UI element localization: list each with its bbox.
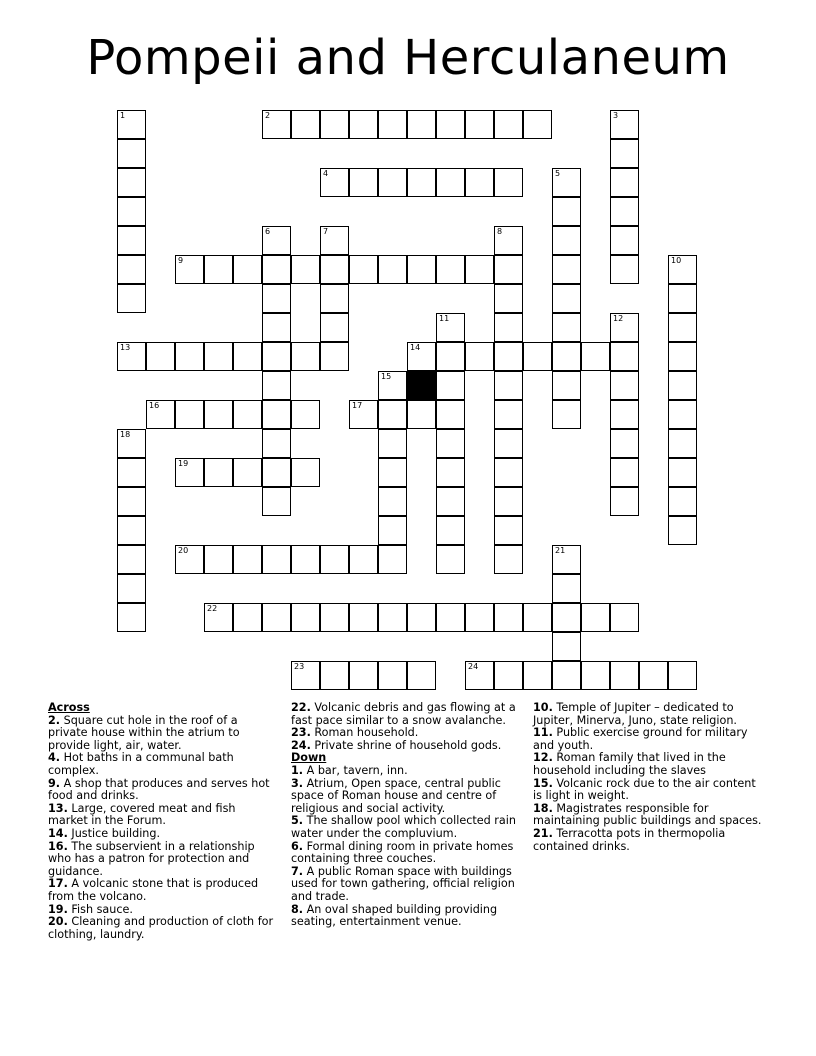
grid-cell[interactable]	[610, 400, 639, 429]
grid-cell[interactable]	[494, 255, 523, 284]
grid-cell[interactable]	[320, 545, 349, 574]
grid-cell[interactable]	[494, 661, 523, 690]
grid-cell[interactable]	[610, 603, 639, 632]
clue-number: 1	[120, 111, 126, 120]
clue-down-12: 12. Roman family that lived in the household including the slaves	[533, 751, 726, 777]
grid-cell[interactable]	[465, 342, 494, 371]
clue-across-24: 24. Private shrine of household gods.	[291, 738, 502, 752]
grid-cell[interactable]	[610, 255, 639, 284]
grid-cell[interactable]	[204, 603, 233, 632]
grid-cell[interactable]	[320, 284, 349, 313]
grid-cell[interactable]	[436, 313, 465, 342]
grid-cell[interactable]	[175, 545, 204, 574]
clue-number: 9	[178, 256, 184, 265]
grid-cell[interactable]	[668, 516, 697, 545]
grid-cell[interactable]	[349, 603, 378, 632]
clue-number: 23	[294, 662, 305, 671]
grid-cell[interactable]	[581, 661, 610, 690]
grid-cell[interactable]	[668, 458, 697, 487]
grid-cell[interactable]	[407, 342, 436, 371]
grid-cell[interactable]	[378, 661, 407, 690]
grid-cell[interactable]	[552, 661, 581, 690]
grid-cell[interactable]	[610, 371, 639, 400]
grid-cell[interactable]	[407, 255, 436, 284]
grid-cell[interactable]	[552, 197, 581, 226]
clue-number: 21	[555, 546, 566, 555]
grid-cell[interactable]	[117, 255, 146, 284]
grid-cell[interactable]	[610, 110, 639, 139]
clue-number: 7	[323, 227, 329, 236]
grid-cell[interactable]	[320, 661, 349, 690]
clue-number: 10	[671, 256, 682, 265]
clue-down-1: 1. A bar, tavern, inn.	[291, 763, 408, 777]
grid-cell[interactable]	[291, 603, 320, 632]
grid-cell[interactable]	[262, 429, 291, 458]
grid-cell[interactable]	[262, 603, 291, 632]
grid-cell[interactable]	[378, 429, 407, 458]
clue-across-16: 16. The subservient in a relationship who has a patron for protection and guidance.	[48, 839, 255, 878]
grid-cell[interactable]	[668, 400, 697, 429]
clue-across-22: 22. Volcanic debris and gas flowing at a fast pace similar to a snow avalanche.	[291, 701, 516, 727]
grid-cell[interactable]	[465, 661, 494, 690]
grid-cell[interactable]	[204, 545, 233, 574]
grid-cell[interactable]	[610, 342, 639, 371]
grid-cell[interactable]	[233, 342, 262, 371]
grid-cell[interactable]	[494, 110, 523, 139]
grid-cell[interactable]	[552, 574, 581, 603]
clue-across-9: 9. A shop that produces and serves hot food and drinks.	[48, 776, 270, 803]
grid-cell[interactable]	[610, 487, 639, 516]
grid-cell[interactable]	[320, 255, 349, 284]
grid-cell[interactable]	[494, 400, 523, 429]
grid-cell[interactable]	[291, 458, 320, 487]
grid-cell[interactable]	[117, 487, 146, 516]
grid-cell[interactable]	[668, 255, 697, 284]
grid-cell[interactable]	[494, 603, 523, 632]
clue-down-3: 3. Atrium, Open space, central public space of Roman house and centre of religious and social activity.	[291, 776, 501, 815]
grid-cell[interactable]	[378, 545, 407, 574]
grid-cell[interactable]	[349, 545, 378, 574]
grid-cell[interactable]	[117, 574, 146, 603]
clues-column-1	[48, 702, 276, 941]
grid-cell[interactable]	[117, 545, 146, 574]
grid-cell[interactable]	[523, 661, 552, 690]
down-header: Down	[291, 751, 327, 765]
grid-cell[interactable]	[668, 487, 697, 516]
grid-cell[interactable]	[378, 458, 407, 487]
grid-cell[interactable]	[117, 168, 146, 197]
grid-cell[interactable]	[494, 342, 523, 371]
grid-cell[interactable]	[494, 516, 523, 545]
grid-cell[interactable]	[117, 110, 146, 139]
grid-cell[interactable]	[494, 458, 523, 487]
grid-cell[interactable]	[349, 255, 378, 284]
clue-number: 18	[120, 430, 131, 439]
grid-cell[interactable]	[320, 226, 349, 255]
grid-cell[interactable]	[262, 110, 291, 139]
grid-cell[interactable]	[639, 661, 668, 690]
grid-cell[interactable]	[378, 110, 407, 139]
grid-cell[interactable]	[552, 168, 581, 197]
grid-cell[interactable]	[320, 603, 349, 632]
clue-across-23: 23. Roman household.	[291, 726, 419, 740]
grid-cell[interactable]	[407, 168, 436, 197]
clue-down-8: 8. An oval shaped building providing seating, entertainment venue.	[291, 902, 498, 929]
clue-across-14: 14. Justice building.	[48, 826, 161, 840]
grid-cell[interactable]	[378, 371, 407, 400]
grid-cell[interactable]	[610, 226, 639, 255]
grid-cell[interactable]	[552, 545, 581, 574]
grid-cell[interactable]	[146, 342, 175, 371]
grid-cell[interactable]	[175, 400, 204, 429]
clue-down-10: 10. Temple of Jupiter – dedicated to Jupiter, Minerva, Juno, state religion.	[533, 701, 737, 727]
grid-cell[interactable]	[610, 139, 639, 168]
grid-cell[interactable]	[291, 255, 320, 284]
grid-cell[interactable]	[494, 487, 523, 516]
grid-cell[interactable]	[320, 168, 349, 197]
grid-cell[interactable]	[668, 284, 697, 313]
grid-cell[interactable]	[320, 110, 349, 139]
grid-cell[interactable]	[117, 284, 146, 313]
grid-cell[interactable]	[523, 342, 552, 371]
clue-down-5: 5. The shallow pool which collected rain water under the compluvium.	[291, 814, 516, 840]
grid-cell[interactable]	[436, 400, 465, 429]
grid-cell[interactable]	[668, 661, 697, 690]
clue-number: 19	[178, 459, 189, 468]
clue-number: 15	[381, 372, 392, 381]
page-title: Pompeii and Herculaneum	[86, 30, 730, 86]
clue-across-13: 13. Large, covered meat and fish market in the Forum.	[48, 801, 236, 828]
across-header: Across	[48, 701, 90, 714]
clue-number: 11	[439, 314, 450, 323]
grid-cell[interactable]	[436, 168, 465, 197]
grid-cell[interactable]	[610, 661, 639, 690]
grid-cell[interactable]	[291, 545, 320, 574]
grid-cell[interactable]	[233, 458, 262, 487]
grid-cell[interactable]	[494, 168, 523, 197]
grid-cell[interactable]	[523, 603, 552, 632]
grid-cell[interactable]	[117, 226, 146, 255]
grid-cell[interactable]	[523, 110, 552, 139]
grid-cell[interactable]	[233, 255, 262, 284]
grid-cell[interactable]	[291, 400, 320, 429]
grid-cell[interactable]	[494, 313, 523, 342]
grid-cell[interactable]	[494, 226, 523, 255]
grid-cell[interactable]	[436, 342, 465, 371]
grid-cell[interactable]	[204, 400, 233, 429]
grid-cell[interactable]	[262, 284, 291, 313]
grid-cell[interactable]	[668, 342, 697, 371]
grid-cell[interactable]	[581, 342, 610, 371]
grid-cell[interactable]	[204, 458, 233, 487]
grid-cell[interactable]	[204, 255, 233, 284]
grid-cell[interactable]	[668, 371, 697, 400]
clue-number: 12	[613, 314, 624, 323]
grid-cell[interactable]	[262, 226, 291, 255]
grid-cell[interactable]	[494, 371, 523, 400]
grid-cell[interactable]	[610, 458, 639, 487]
grid-cell[interactable]	[465, 255, 494, 284]
grid-cell[interactable]	[233, 545, 262, 574]
clue-number: 22	[207, 604, 218, 613]
grid-cell[interactable]	[378, 603, 407, 632]
grid-cell[interactable]	[175, 458, 204, 487]
grid-cell[interactable]	[146, 400, 175, 429]
grid-cell[interactable]	[175, 255, 204, 284]
clue-number: 2	[265, 111, 271, 120]
grid-cell[interactable]	[262, 400, 291, 429]
grid-cell[interactable]	[262, 458, 291, 487]
grid-cell[interactable]	[552, 226, 581, 255]
grid-cell[interactable]	[552, 371, 581, 400]
grid-cell[interactable]	[407, 603, 436, 632]
clue-down-7: 7. A public Roman space with buildings used for town gathering, official religion and trade.	[291, 864, 515, 903]
grid-cell[interactable]	[204, 342, 233, 371]
clue-down-21: 21. Terracotta pots in thermopolia contained drinks.	[533, 826, 726, 853]
grid-cell[interactable]	[494, 545, 523, 574]
grid-cell[interactable]	[552, 400, 581, 429]
clue-number: 8	[497, 227, 503, 236]
clues-column-2	[291, 702, 523, 929]
grid-cell[interactable]	[320, 313, 349, 342]
grid-black-cell	[407, 371, 436, 400]
grid-cell[interactable]	[407, 110, 436, 139]
clue-number: 20	[178, 546, 189, 555]
clue-number: 6	[265, 227, 271, 236]
grid-cell[interactable]	[117, 342, 146, 371]
grid-cell[interactable]	[552, 255, 581, 284]
grid-cell[interactable]	[436, 429, 465, 458]
grid-cell[interactable]	[668, 313, 697, 342]
grid-cell[interactable]	[407, 661, 436, 690]
grid-cell[interactable]	[262, 371, 291, 400]
clue-down-18: 18. Magistrates responsible for maintaining public buildings and spaces.	[533, 801, 762, 828]
grid-cell[interactable]	[349, 110, 378, 139]
clue-number: 16	[149, 401, 160, 410]
grid-cell[interactable]	[117, 139, 146, 168]
grid-cell[interactable]	[262, 313, 291, 342]
grid-cell[interactable]	[262, 255, 291, 284]
clue-down-15: 15. Volcanic rock due to the air content is light in weight.	[533, 776, 756, 803]
grid-cell[interactable]	[552, 603, 581, 632]
clue-down-11: 11. Public exercise ground for military and youth.	[533, 726, 748, 752]
grid-cell[interactable]	[262, 545, 291, 574]
grid-cell[interactable]	[465, 168, 494, 197]
grid-cell[interactable]	[175, 342, 204, 371]
grid-cell[interactable]	[610, 313, 639, 342]
grid-cell[interactable]	[262, 342, 291, 371]
grid-cell[interactable]	[436, 545, 465, 574]
grid-cell[interactable]	[233, 603, 262, 632]
grid-cell[interactable]	[552, 313, 581, 342]
grid-cell[interactable]	[668, 429, 697, 458]
grid-cell[interactable]	[494, 284, 523, 313]
grid-cell[interactable]	[436, 458, 465, 487]
grid-cell[interactable]	[262, 487, 291, 516]
grid-cell[interactable]	[436, 371, 465, 400]
grid-cell[interactable]	[436, 487, 465, 516]
grid-cell[interactable]	[117, 516, 146, 545]
grid-cell[interactable]	[117, 603, 146, 632]
grid-cell[interactable]	[117, 429, 146, 458]
grid-cell[interactable]	[349, 661, 378, 690]
grid-cell[interactable]	[378, 255, 407, 284]
grid-cell[interactable]	[552, 342, 581, 371]
grid-cell[interactable]	[291, 110, 320, 139]
grid-cell[interactable]	[436, 516, 465, 545]
grid-cell[interactable]	[117, 458, 146, 487]
grid-cell[interactable]	[117, 197, 146, 226]
grid-cell[interactable]	[378, 516, 407, 545]
clue-number: 13	[120, 343, 131, 352]
grid-cell[interactable]	[378, 168, 407, 197]
grid-cell[interactable]	[436, 603, 465, 632]
grid-cell[interactable]	[407, 400, 436, 429]
grid-cell[interactable]	[552, 284, 581, 313]
grid-cell[interactable]	[436, 110, 465, 139]
grid-cell[interactable]	[320, 342, 349, 371]
clue-number: 4	[323, 169, 329, 178]
grid-cell[interactable]	[349, 400, 378, 429]
clue-across-17: 17. A volcanic stone that is produced from the volcano.	[48, 877, 259, 903]
clue-number: 17	[352, 401, 363, 410]
grid-cell[interactable]	[378, 487, 407, 516]
grid-cell[interactable]	[233, 400, 262, 429]
clue-across-2: 2. Square cut hole in the roof of a private house within the atrium to provide light, air, water.	[48, 713, 240, 752]
grid-cell[interactable]	[581, 603, 610, 632]
clue-across-20: 20. Cleaning and production of cloth for clothing, laundry.	[48, 915, 274, 941]
grid-cell[interactable]	[291, 661, 320, 690]
clue-number: 24	[468, 662, 479, 671]
grid-cell[interactable]	[465, 110, 494, 139]
clue-number: 5	[555, 169, 561, 178]
grid-cell[interactable]	[436, 255, 465, 284]
clue-number: 3	[613, 111, 619, 120]
clue-across-4: 4. Hot baths in a communal bath complex.	[48, 751, 234, 777]
grid-cell[interactable]	[610, 429, 639, 458]
grid-cell[interactable]	[378, 400, 407, 429]
grid-cell[interactable]	[291, 342, 320, 371]
grid-cell[interactable]	[494, 429, 523, 458]
grid-cell[interactable]	[552, 632, 581, 661]
clue-down-6: 6. Formal dining room in private homes containing three couches.	[291, 839, 514, 866]
clue-number: 14	[410, 343, 421, 352]
grid-cell[interactable]	[349, 168, 378, 197]
clue-across-19: 19. Fish sauce.	[48, 902, 133, 916]
grid-cell[interactable]	[610, 197, 639, 226]
grid-cell[interactable]	[610, 168, 639, 197]
grid-cell[interactable]	[465, 603, 494, 632]
clues-column-3	[533, 702, 767, 853]
